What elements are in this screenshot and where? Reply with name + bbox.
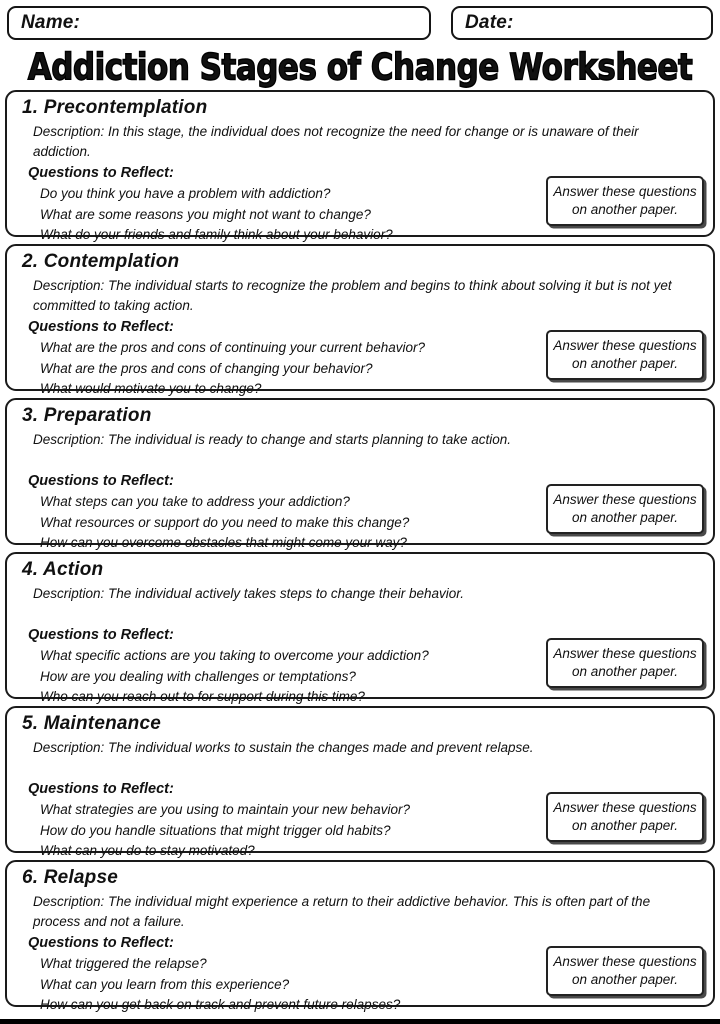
stage-section xyxy=(5,398,715,550)
question-item: What are some reasons you might not want to change? xyxy=(40,206,371,222)
question-item: How can you get back on track and prevent future relapses? xyxy=(40,997,401,1012)
questions-to-reflect-label: Questions to Reflect: xyxy=(28,781,174,797)
header-row xyxy=(7,6,713,40)
question-item: Do you think you have a problem with addiction? xyxy=(40,186,331,201)
question-item: What strategies are you using to maintain your new behavior? xyxy=(40,802,410,817)
stage-title: 6. Relapse xyxy=(22,867,118,888)
stage-title: 5. Maintenance xyxy=(22,713,162,734)
answer-note-line2: on another paper. xyxy=(571,510,679,525)
question-item: What steps can you take to address your addiction? xyxy=(40,494,350,509)
name-label: Name: xyxy=(21,12,81,33)
questions-to-reflect-label: Questions to Reflect: xyxy=(28,165,174,181)
stage-title: 3. Preparation xyxy=(22,405,152,426)
question-item: Who can you reach out to for support during this time? xyxy=(40,689,365,704)
stage-description: Description: The individual actively takes steps to change their behavior. xyxy=(33,586,464,601)
question-item: What can you learn from this experience? xyxy=(40,976,290,992)
stage-section xyxy=(5,706,715,858)
date-field[interactable] xyxy=(451,6,713,40)
answer-note-line1: Answer these questions xyxy=(553,800,697,815)
answer-note-box xyxy=(546,330,704,380)
question-item: What can you do to stay motivated? xyxy=(40,843,255,858)
answer-note-line2: on another paper. xyxy=(571,818,679,833)
questions-to-reflect-label: Questions to Reflect: xyxy=(28,473,174,489)
answer-note-line1: Answer these questions xyxy=(553,492,697,507)
stage-section xyxy=(5,244,715,396)
answer-note-line1: Answer these questions xyxy=(553,954,697,969)
scan-edge-bar xyxy=(0,1019,720,1024)
answer-note-box xyxy=(546,638,704,688)
question-item: How can you overcome obstacles that might come your way? xyxy=(40,535,407,550)
stage-description: Description: The individual works to sustain the changes made and prevent relapse. xyxy=(33,740,534,755)
answer-note-line1: Answer these questions xyxy=(553,646,697,661)
stage-description: Description: The individual starts to recognize the problem and begins to think about solving it but is not yet committed to taking action. xyxy=(33,278,672,313)
date-label: Date: xyxy=(465,12,514,33)
answer-note-line2: on another paper. xyxy=(571,356,679,371)
answer-note-box xyxy=(546,946,704,996)
stage-description: Description: The individual is ready to change and starts planning to take action. xyxy=(33,432,512,447)
stage-title: 2. Contemplation xyxy=(22,251,180,272)
question-item: What are the pros and cons of continuing your current behavior? xyxy=(40,340,425,355)
name-field[interactable] xyxy=(7,6,431,40)
stages-list xyxy=(5,90,715,1012)
answer-note-line2: on another paper. xyxy=(571,202,679,217)
questions-to-reflect-label: Questions to Reflect: xyxy=(28,319,174,335)
answer-note-box xyxy=(546,176,704,226)
answer-note-box xyxy=(546,484,704,534)
question-item: What resources or support do you need to make this change? xyxy=(40,514,410,530)
questions-to-reflect-label: Questions to Reflect: xyxy=(28,627,174,643)
answer-note-line2: on another paper. xyxy=(571,972,679,987)
stage-description: Description: The individual might experience a return to their addictive behavior. This is often part of the process and not a failure. xyxy=(33,894,651,929)
question-item: What specific actions are you taking to overcome your addiction? xyxy=(40,648,429,663)
stage-section xyxy=(5,860,715,1012)
question-item: What would motivate you to change? xyxy=(40,381,262,396)
answer-note-box xyxy=(546,792,704,842)
question-item: What are the pros and cons of changing your behavior? xyxy=(40,360,373,376)
question-item: What triggered the relapse? xyxy=(40,956,207,971)
stage-title: 4. Action xyxy=(22,559,104,580)
stage-section xyxy=(5,90,715,242)
stage-description: Description: In this stage, the individual does not recognize the need for change or is unaware of their addiction. xyxy=(33,124,639,159)
stage-title: 1. Precontemplation xyxy=(22,97,208,118)
question-item: How are you dealing with challenges or temptations? xyxy=(40,668,356,684)
answer-note-line1: Answer these questions xyxy=(553,184,697,199)
page-title: Addiction Stages of Change Worksheet xyxy=(27,46,693,89)
answer-note-line2: on another paper. xyxy=(571,664,679,679)
stage-section xyxy=(5,552,715,704)
question-item: What do your friends and family think about your behavior? xyxy=(40,227,393,242)
question-item: How do you handle situations that might trigger old habits? xyxy=(40,822,391,838)
questions-to-reflect-label: Questions to Reflect: xyxy=(28,935,174,951)
answer-note-line1: Answer these questions xyxy=(553,338,697,353)
